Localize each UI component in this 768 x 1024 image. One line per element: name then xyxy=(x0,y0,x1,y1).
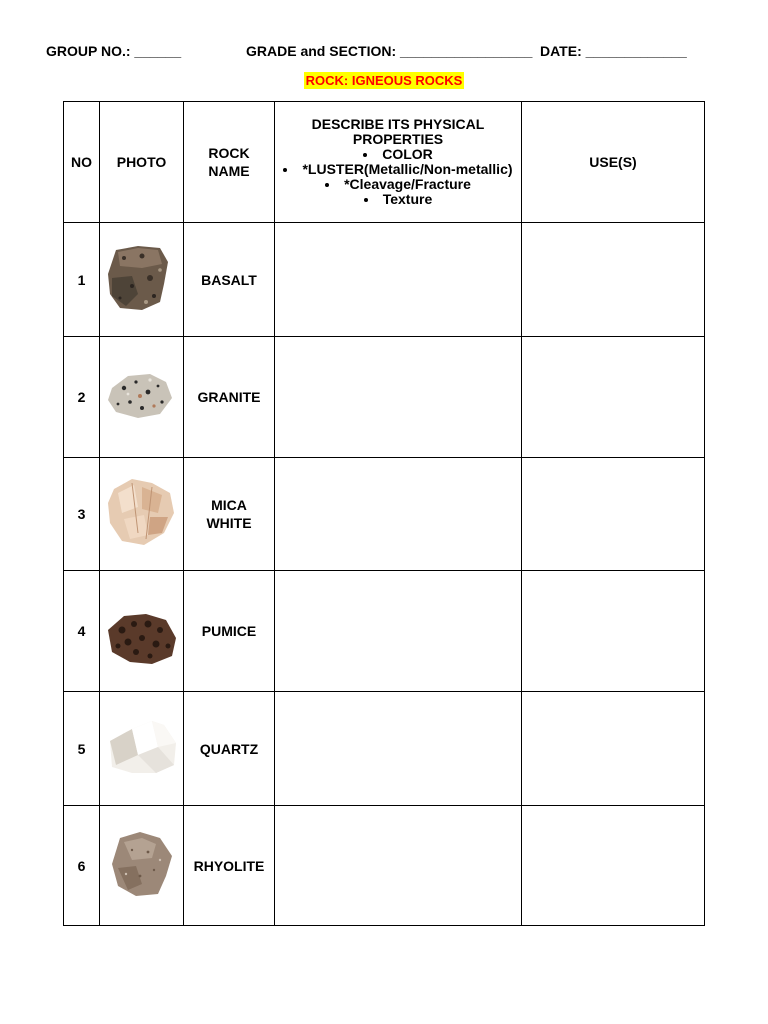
properties-answer-cell[interactable] xyxy=(275,223,522,337)
properties-answer-cell[interactable] xyxy=(275,337,522,458)
group-number-field[interactable]: GROUP NO.: ______ xyxy=(46,43,182,59)
rock-name-text: MICA WHITE xyxy=(206,497,252,531)
uses-answer-cell[interactable] xyxy=(522,571,705,692)
uses-answer-cell[interactable] xyxy=(522,692,705,806)
rock-name xyxy=(184,458,275,571)
granite-rock-photo xyxy=(102,356,182,436)
properties-heading: DESCRIBE ITS PHYSICAL PROPERTIES xyxy=(311,116,485,147)
column-header-properties xyxy=(275,102,522,223)
properties-answer-cell[interactable] xyxy=(275,692,522,806)
quartz-rock-photo xyxy=(102,707,182,787)
uses-answer-cell[interactable] xyxy=(522,458,705,571)
photo-cell xyxy=(100,223,184,337)
table-row xyxy=(64,806,705,926)
table-row xyxy=(64,692,705,806)
mica-rock-photo xyxy=(102,473,182,553)
photo-cell xyxy=(100,571,184,692)
table-row xyxy=(64,458,705,571)
rock-name: GRANITE xyxy=(184,337,275,458)
header-row xyxy=(64,102,705,223)
property-texture: • Texture xyxy=(275,192,521,207)
photo-cell xyxy=(100,806,184,926)
uses-answer-cell[interactable] xyxy=(522,337,705,458)
row-number: 4 xyxy=(64,571,100,692)
column-header-rock-name-text: ROCK NAME xyxy=(208,145,250,179)
row-number: 6 xyxy=(64,806,100,926)
property-color: • COLOR xyxy=(275,147,521,162)
row-number: 2 xyxy=(64,337,100,458)
photo-cell xyxy=(100,337,184,458)
column-header-uses: USE(S) xyxy=(522,102,705,223)
properties-answer-cell[interactable] xyxy=(275,806,522,926)
rock-name: PUMICE xyxy=(184,571,275,692)
row-number: 5 xyxy=(64,692,100,806)
table-row xyxy=(64,337,705,458)
worksheet-title: ROCK: IGNEOUS ROCKS xyxy=(305,73,463,88)
rock-name: QUARTZ xyxy=(184,692,275,806)
grade-section-field[interactable]: GRADE and SECTION: _________________ xyxy=(246,43,533,59)
column-header-rock-name xyxy=(184,102,275,223)
property-luster: • *LUSTER(Metallic/Non-metallic) xyxy=(275,162,521,177)
uses-answer-cell[interactable] xyxy=(522,223,705,337)
date-field[interactable]: DATE: _____________ xyxy=(540,43,687,59)
pumice-rock-photo xyxy=(102,590,182,670)
rhyolite-rock-photo xyxy=(102,824,182,904)
properties-answer-cell[interactable] xyxy=(275,571,522,692)
column-header-no: NO xyxy=(64,102,100,223)
column-header-photo: PHOTO xyxy=(100,102,184,223)
table-row xyxy=(64,223,705,337)
basalt-rock-photo xyxy=(102,238,182,318)
uses-answer-cell[interactable] xyxy=(522,806,705,926)
photo-cell xyxy=(100,692,184,806)
row-number: 3 xyxy=(64,458,100,571)
rock-name: RHYOLITE xyxy=(184,806,275,926)
photo-cell xyxy=(100,458,184,571)
rock-name: BASALT xyxy=(184,223,275,337)
table-row xyxy=(64,571,705,692)
row-number: 1 xyxy=(64,223,100,337)
property-cleavage: • *Cleavage/Fracture xyxy=(275,177,521,192)
properties-answer-cell[interactable] xyxy=(275,458,522,571)
rock-table xyxy=(63,101,705,926)
